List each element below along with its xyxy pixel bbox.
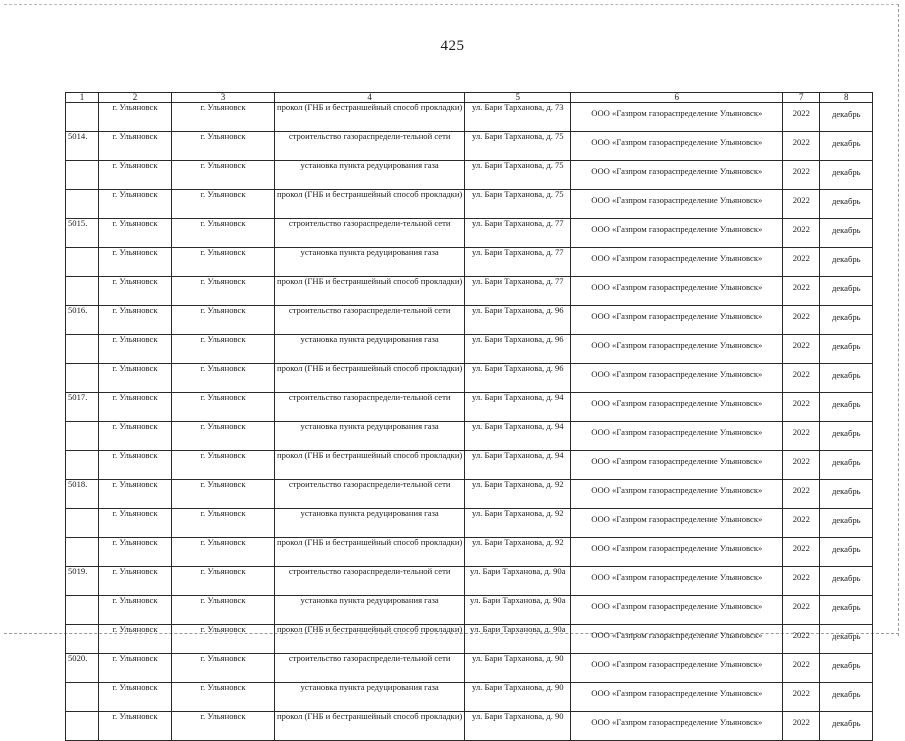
month-cell: декабрь bbox=[820, 335, 873, 364]
table-row bbox=[66, 596, 873, 625]
municipality-cell: г. Ульяновск bbox=[99, 683, 172, 712]
work-type-cell: установка пункта редуцирования газа bbox=[275, 335, 465, 364]
locality-cell: г. Ульяновск bbox=[172, 654, 275, 683]
page-number: 425 bbox=[440, 38, 465, 54]
table-row bbox=[66, 161, 873, 190]
month-cell: декабрь bbox=[820, 567, 873, 596]
row-number bbox=[66, 538, 99, 567]
row-number bbox=[66, 190, 99, 219]
organization-cell: ООО «Газпром газораспределение Ульяновск» bbox=[571, 190, 783, 219]
locality-cell: г. Ульяновск bbox=[172, 277, 275, 306]
municipality-cell: г. Ульяновск bbox=[99, 393, 172, 422]
table-row bbox=[66, 277, 873, 306]
work-type-cell: строительство газораспредели-тельной сети bbox=[275, 219, 465, 248]
month-cell: декабрь bbox=[820, 161, 873, 190]
row-number bbox=[66, 509, 99, 538]
row-number: 5017. bbox=[66, 393, 99, 422]
work-type-cell: прокол (ГНБ и бестраншейный способ прокладки) bbox=[275, 538, 465, 567]
row-number bbox=[66, 103, 99, 132]
municipality-cell: г. Ульяновск bbox=[99, 132, 172, 161]
organization-cell: ООО «Газпром газораспределение Ульяновск» bbox=[571, 480, 783, 509]
organization-cell: ООО «Газпром газораспределение Ульяновск» bbox=[571, 248, 783, 277]
column-number-row bbox=[66, 93, 873, 103]
work-type-cell: прокол (ГНБ и бестраншейный способ прокладки) bbox=[275, 190, 465, 219]
column-header: 7 bbox=[783, 93, 820, 103]
table-row bbox=[66, 103, 873, 132]
municipality-cell: г. Ульяновск bbox=[99, 161, 172, 190]
row-number bbox=[66, 683, 99, 712]
address-cell: ул. Бари Тарханова, д. 96 bbox=[465, 364, 571, 393]
column-header: 1 bbox=[66, 93, 99, 103]
address-cell: ул. Бари Тарханова, д. 92 bbox=[465, 480, 571, 509]
address-cell: ул. Бари Тарханова, д. 90а bbox=[465, 625, 571, 654]
table-row bbox=[66, 625, 873, 654]
address-cell: ул. Бари Тарханова, д. 77 bbox=[465, 248, 571, 277]
table-row bbox=[66, 132, 873, 161]
year-cell: 2022 bbox=[783, 422, 820, 451]
organization-cell: ООО «Газпром газораспределение Ульяновск» bbox=[571, 683, 783, 712]
address-cell: ул. Бари Тарханова, д. 90 bbox=[465, 683, 571, 712]
column-header: 6 bbox=[571, 93, 783, 103]
month-cell: декабрь bbox=[820, 103, 873, 132]
year-cell: 2022 bbox=[783, 219, 820, 248]
table-row bbox=[66, 219, 873, 248]
locality-cell: г. Ульяновск bbox=[172, 393, 275, 422]
table-row bbox=[66, 190, 873, 219]
organization-cell: ООО «Газпром газораспределение Ульяновск» bbox=[571, 364, 783, 393]
address-cell: ул. Бари Тарханова, д. 90а bbox=[465, 596, 571, 625]
month-cell: декабрь bbox=[820, 625, 873, 654]
locality-cell: г. Ульяновск bbox=[172, 132, 275, 161]
work-type-cell: строительство газораспредели-тельной сети bbox=[275, 567, 465, 596]
year-cell: 2022 bbox=[783, 538, 820, 567]
year-cell: 2022 bbox=[783, 712, 820, 741]
work-type-cell: строительство газораспредели-тельной сети bbox=[275, 393, 465, 422]
work-type-cell: строительство газораспредели-тельной сети bbox=[275, 306, 465, 335]
work-type-cell: установка пункта редуцирования газа bbox=[275, 248, 465, 277]
table-row bbox=[66, 509, 873, 538]
municipality-cell: г. Ульяновск bbox=[99, 248, 172, 277]
table-row bbox=[66, 393, 873, 422]
work-type-cell: прокол (ГНБ и бестраншейный способ прокладки) bbox=[275, 451, 465, 480]
address-cell: ул. Бари Тарханова, д. 96 bbox=[465, 306, 571, 335]
month-cell: декабрь bbox=[820, 306, 873, 335]
year-cell: 2022 bbox=[783, 625, 820, 654]
works-registry-table bbox=[65, 92, 873, 741]
work-type-cell: прокол (ГНБ и бестраншейный способ прокладки) bbox=[275, 712, 465, 741]
work-type-cell: прокол (ГНБ и бестраншейный способ прокладки) bbox=[275, 103, 465, 132]
address-cell: ул. Бари Тарханова, д. 90а bbox=[465, 567, 571, 596]
locality-cell: г. Ульяновск bbox=[172, 480, 275, 509]
work-type-cell: установка пункта редуцирования газа bbox=[275, 509, 465, 538]
municipality-cell: г. Ульяновск bbox=[99, 625, 172, 654]
column-header: 3 bbox=[172, 93, 275, 103]
municipality-cell: г. Ульяновск bbox=[99, 451, 172, 480]
month-cell: декабрь bbox=[820, 712, 873, 741]
locality-cell: г. Ульяновск bbox=[172, 248, 275, 277]
year-cell: 2022 bbox=[783, 103, 820, 132]
address-cell: ул. Бари Тарханова, д. 75 bbox=[465, 161, 571, 190]
address-cell: ул. Бари Тарханова, д. 90 bbox=[465, 712, 571, 741]
organization-cell: ООО «Газпром газораспределение Ульяновск» bbox=[571, 654, 783, 683]
locality-cell: г. Ульяновск bbox=[172, 335, 275, 364]
locality-cell: г. Ульяновск bbox=[172, 103, 275, 132]
year-cell: 2022 bbox=[783, 567, 820, 596]
month-cell: декабрь bbox=[820, 683, 873, 712]
table-row bbox=[66, 654, 873, 683]
locality-cell: г. Ульяновск bbox=[172, 596, 275, 625]
locality-cell: г. Ульяновск bbox=[172, 364, 275, 393]
month-cell: декабрь bbox=[820, 538, 873, 567]
year-cell: 2022 bbox=[783, 683, 820, 712]
address-cell: ул. Бари Тарханова, д. 92 bbox=[465, 509, 571, 538]
row-number bbox=[66, 712, 99, 741]
work-type-cell: строительство газораспредели-тельной сети bbox=[275, 480, 465, 509]
table-row bbox=[66, 480, 873, 509]
work-type-cell: строительство газораспредели-тельной сети bbox=[275, 654, 465, 683]
locality-cell: г. Ульяновск bbox=[172, 538, 275, 567]
column-header: 8 bbox=[820, 93, 873, 103]
municipality-cell: г. Ульяновск bbox=[99, 277, 172, 306]
row-number bbox=[66, 451, 99, 480]
column-header: 2 bbox=[99, 93, 172, 103]
table-row bbox=[66, 364, 873, 393]
organization-cell: ООО «Газпром газораспределение Ульяновск» bbox=[571, 393, 783, 422]
table-row bbox=[66, 538, 873, 567]
municipality-cell: г. Ульяновск bbox=[99, 596, 172, 625]
organization-cell: ООО «Газпром газораспределение Ульяновск» bbox=[571, 567, 783, 596]
municipality-cell: г. Ульяновск bbox=[99, 538, 172, 567]
locality-cell: г. Ульяновск bbox=[172, 712, 275, 741]
address-cell: ул. Бари Тарханова, д. 77 bbox=[465, 277, 571, 306]
locality-cell: г. Ульяновск bbox=[172, 161, 275, 190]
municipality-cell: г. Ульяновск bbox=[99, 509, 172, 538]
row-number bbox=[66, 335, 99, 364]
locality-cell: г. Ульяновск bbox=[172, 190, 275, 219]
municipality-cell: г. Ульяновск bbox=[99, 567, 172, 596]
row-number: 5019. bbox=[66, 567, 99, 596]
year-cell: 2022 bbox=[783, 654, 820, 683]
month-cell: декабрь bbox=[820, 364, 873, 393]
locality-cell: г. Ульяновск bbox=[172, 509, 275, 538]
table-row bbox=[66, 712, 873, 741]
row-number bbox=[66, 248, 99, 277]
year-cell: 2022 bbox=[783, 393, 820, 422]
year-cell: 2022 bbox=[783, 364, 820, 393]
column-header: 4 bbox=[275, 93, 465, 103]
year-cell: 2022 bbox=[783, 480, 820, 509]
year-cell: 2022 bbox=[783, 306, 820, 335]
year-cell: 2022 bbox=[783, 161, 820, 190]
organization-cell: ООО «Газпром газораспределение Ульяновск» bbox=[571, 161, 783, 190]
month-cell: декабрь bbox=[820, 248, 873, 277]
row-number bbox=[66, 364, 99, 393]
month-cell: декабрь bbox=[820, 451, 873, 480]
locality-cell: г. Ульяновск bbox=[172, 306, 275, 335]
organization-cell: ООО «Газпром газораспределение Ульяновск» bbox=[571, 103, 783, 132]
address-cell: ул. Бари Тарханова, д. 90 bbox=[465, 654, 571, 683]
locality-cell: г. Ульяновск bbox=[172, 625, 275, 654]
organization-cell: ООО «Газпром газораспределение Ульяновск» bbox=[571, 422, 783, 451]
table-row bbox=[66, 306, 873, 335]
row-number bbox=[66, 277, 99, 306]
year-cell: 2022 bbox=[783, 132, 820, 161]
table-row bbox=[66, 451, 873, 480]
work-type-cell: прокол (ГНБ и бестраншейный способ прокладки) bbox=[275, 625, 465, 654]
table-row bbox=[66, 567, 873, 596]
organization-cell: ООО «Газпром газораспределение Ульяновск» bbox=[571, 538, 783, 567]
municipality-cell: г. Ульяновск bbox=[99, 422, 172, 451]
municipality-cell: г. Ульяновск bbox=[99, 335, 172, 364]
address-cell: ул. Бари Тарханова, д. 77 bbox=[465, 219, 571, 248]
address-cell: ул. Бари Тарханова, д. 75 bbox=[465, 190, 571, 219]
column-header: 5 bbox=[465, 93, 571, 103]
municipality-cell: г. Ульяновск bbox=[99, 712, 172, 741]
organization-cell: ООО «Газпром газораспределение Ульяновск» bbox=[571, 625, 783, 654]
table-row bbox=[66, 422, 873, 451]
locality-cell: г. Ульяновск bbox=[172, 567, 275, 596]
organization-cell: ООО «Газпром газораспределение Ульяновск» bbox=[571, 596, 783, 625]
year-cell: 2022 bbox=[783, 451, 820, 480]
year-cell: 2022 bbox=[783, 190, 820, 219]
work-type-cell: строительство газораспредели-тельной сети bbox=[275, 132, 465, 161]
work-type-cell: установка пункта редуцирования газа bbox=[275, 161, 465, 190]
year-cell: 2022 bbox=[783, 596, 820, 625]
year-cell: 2022 bbox=[783, 248, 820, 277]
month-cell: декабрь bbox=[820, 277, 873, 306]
locality-cell: г. Ульяновск bbox=[172, 451, 275, 480]
month-cell: декабрь bbox=[820, 190, 873, 219]
row-number: 5018. bbox=[66, 480, 99, 509]
work-type-cell: установка пункта редуцирования газа bbox=[275, 422, 465, 451]
organization-cell: ООО «Газпром газораспределение Ульяновск» bbox=[571, 712, 783, 741]
municipality-cell: г. Ульяновск bbox=[99, 654, 172, 683]
row-number: 5014. bbox=[66, 132, 99, 161]
work-type-cell: установка пункта редуцирования газа bbox=[275, 596, 465, 625]
year-cell: 2022 bbox=[783, 335, 820, 364]
table-row bbox=[66, 683, 873, 712]
municipality-cell: г. Ульяновск bbox=[99, 364, 172, 393]
work-type-cell: прокол (ГНБ и бестраншейный способ прокладки) bbox=[275, 364, 465, 393]
address-cell: ул. Бари Тарханова, д. 94 bbox=[465, 393, 571, 422]
organization-cell: ООО «Газпром газораспределение Ульяновск» bbox=[571, 277, 783, 306]
municipality-cell: г. Ульяновск bbox=[99, 190, 172, 219]
row-number bbox=[66, 625, 99, 654]
work-type-cell: установка пункта редуцирования газа bbox=[275, 683, 465, 712]
locality-cell: г. Ульяновск bbox=[172, 219, 275, 248]
month-cell: декабрь bbox=[820, 596, 873, 625]
row-number: 5016. bbox=[66, 306, 99, 335]
registry-body bbox=[66, 103, 873, 741]
row-number bbox=[66, 422, 99, 451]
month-cell: декабрь bbox=[820, 132, 873, 161]
month-cell: декабрь bbox=[820, 509, 873, 538]
row-number bbox=[66, 161, 99, 190]
address-cell: ул. Бари Тарханова, д. 92 bbox=[465, 538, 571, 567]
month-cell: декабрь bbox=[820, 393, 873, 422]
table-row bbox=[66, 248, 873, 277]
organization-cell: ООО «Газпром газораспределение Ульяновск» bbox=[571, 219, 783, 248]
year-cell: 2022 bbox=[783, 509, 820, 538]
month-cell: декабрь bbox=[820, 480, 873, 509]
municipality-cell: г. Ульяновск bbox=[99, 219, 172, 248]
month-cell: декабрь bbox=[820, 654, 873, 683]
municipality-cell: г. Ульяновск bbox=[99, 306, 172, 335]
address-cell: ул. Бари Тарханова, д. 73 bbox=[465, 103, 571, 132]
address-cell: ул. Бари Тарханова, д. 96 bbox=[465, 335, 571, 364]
work-type-cell: прокол (ГНБ и бестраншейный способ прокладки) bbox=[275, 277, 465, 306]
row-number: 5015. bbox=[66, 219, 99, 248]
municipality-cell: г. Ульяновск bbox=[99, 480, 172, 509]
locality-cell: г. Ульяновск bbox=[172, 683, 275, 712]
scan-edge-top bbox=[4, 4, 899, 5]
row-number: 5020. bbox=[66, 654, 99, 683]
address-cell: ул. Бари Тарханова, д. 94 bbox=[465, 451, 571, 480]
table-row bbox=[66, 335, 873, 364]
organization-cell: ООО «Газпром газораспределение Ульяновск» bbox=[571, 509, 783, 538]
month-cell: декабрь bbox=[820, 219, 873, 248]
row-number bbox=[66, 596, 99, 625]
address-cell: ул. Бари Тарханова, д. 75 bbox=[465, 132, 571, 161]
locality-cell: г. Ульяновск bbox=[172, 422, 275, 451]
month-cell: декабрь bbox=[820, 422, 873, 451]
scan-edge-right bbox=[898, 4, 899, 636]
organization-cell: ООО «Газпром газораспределение Ульяновск» bbox=[571, 335, 783, 364]
organization-cell: ООО «Газпром газораспределение Ульяновск» bbox=[571, 451, 783, 480]
organization-cell: ООО «Газпром газораспределение Ульяновск» bbox=[571, 306, 783, 335]
municipality-cell: г. Ульяновск bbox=[99, 103, 172, 132]
address-cell: ул. Бари Тарханова, д. 94 bbox=[465, 422, 571, 451]
year-cell: 2022 bbox=[783, 277, 820, 306]
organization-cell: ООО «Газпром газораспределение Ульяновск» bbox=[571, 132, 783, 161]
